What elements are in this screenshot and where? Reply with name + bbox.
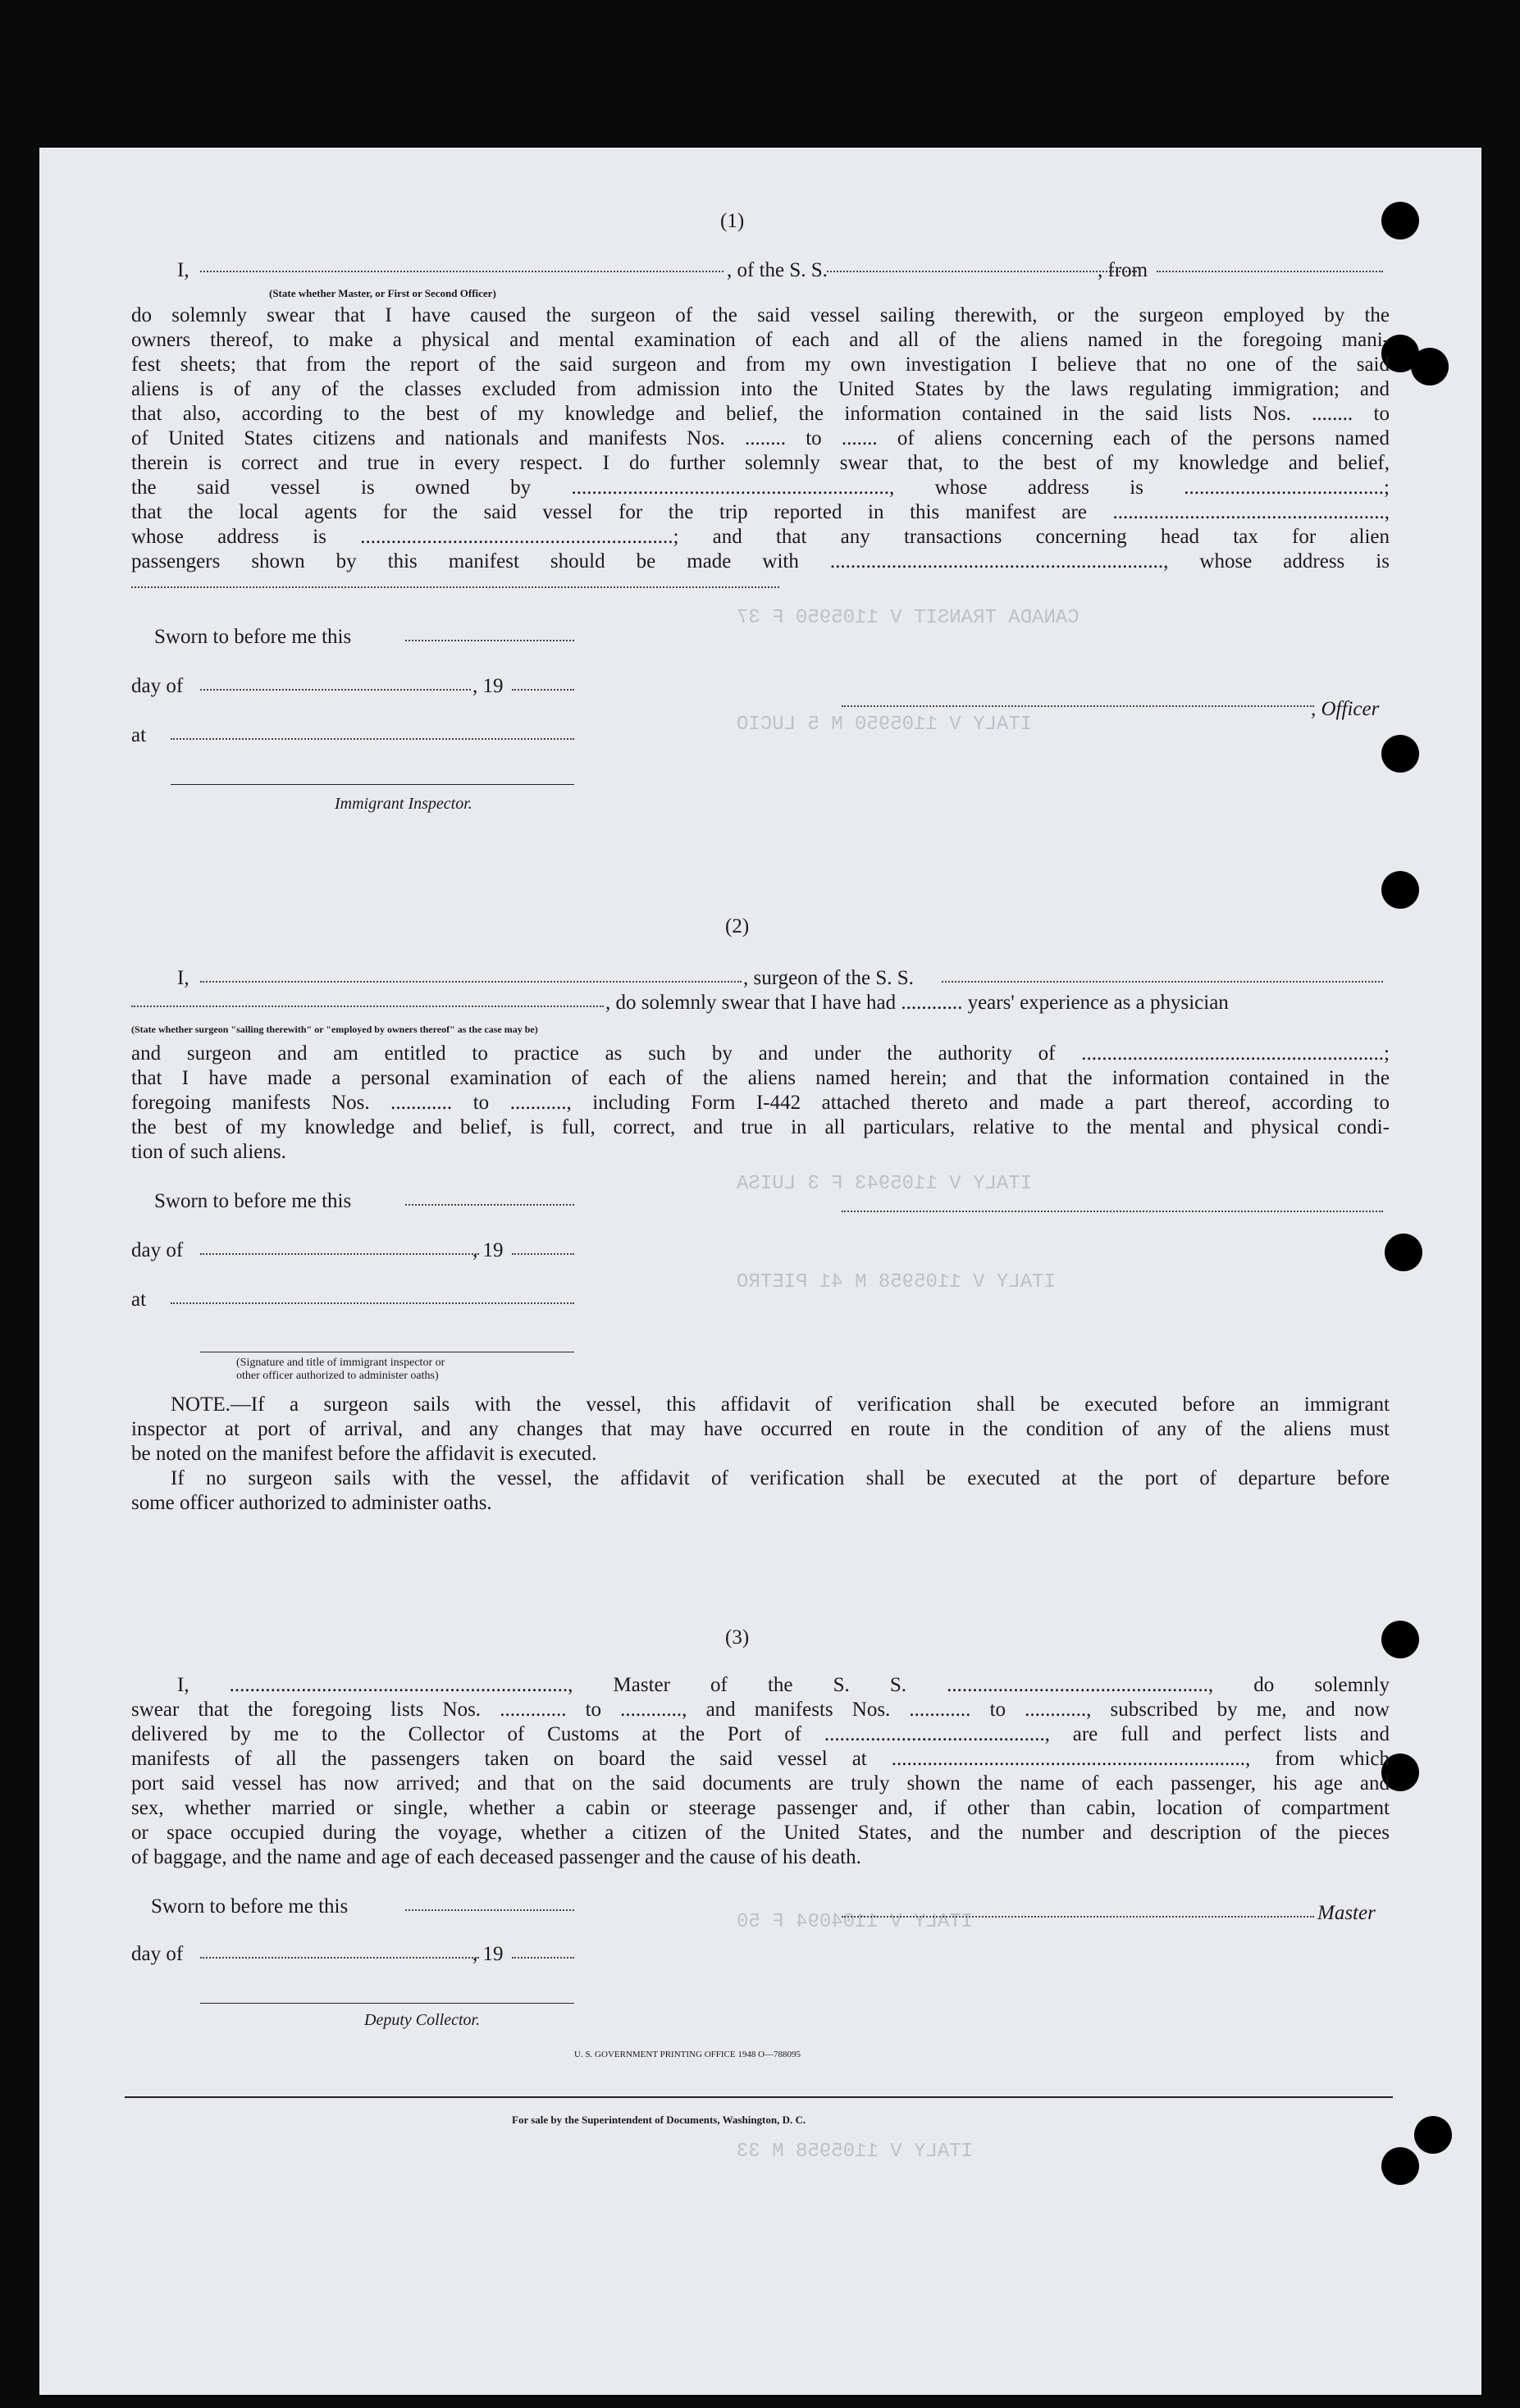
sworn-field xyxy=(405,1204,574,1206)
oath-line: the said vessel is owned by .............................................................., whose address is .......................................; xyxy=(131,477,1390,499)
master-oath-line: manifests of all the passengers taken on board the said vessel at ....................................................................., from which xyxy=(131,1748,1390,1770)
signature-note: other officer authorized to administer oaths) xyxy=(236,1370,439,1382)
punch-hole xyxy=(1381,1621,1419,1658)
punch-hole xyxy=(1381,2147,1419,2185)
year-label: , 19 xyxy=(472,1239,504,1261)
note-line: NOTE.—If a surgeon sails with the vessel, this affidavit of verification shall be executed before an immigrant xyxy=(171,1393,1390,1416)
punch-hole xyxy=(1381,202,1419,239)
from-label: , from xyxy=(1098,259,1148,281)
collector-signature-line xyxy=(200,2003,574,2004)
year-field xyxy=(512,1957,574,1959)
oath-line: therein is correct and true in every respect. I do further solemnly swear that, to the best of my knowledge and belief, xyxy=(131,452,1390,474)
master-oath-line: of baggage, and the name and age of each deceased passenger and the cause of his death. xyxy=(131,1846,861,1868)
page-number: (1) xyxy=(720,210,745,232)
inspector-signature-line xyxy=(171,784,574,785)
affiant-label: I, xyxy=(177,259,189,281)
affiant-field xyxy=(200,271,723,272)
footer-rule xyxy=(125,2096,1393,2098)
note-line: some officer authorized to administer oaths. xyxy=(131,1492,492,1514)
surgeon-oath-line: foregoing manifests Nos. ............ to ..........., including Form I-442 attached thereto and made a part thereof, according to xyxy=(131,1092,1390,1114)
day-field xyxy=(200,1957,479,1959)
master-oath-line: I, .................................................................., Master of the S. S. ..................................................., do solemnly xyxy=(177,1674,1390,1696)
vessel-field xyxy=(827,271,1137,272)
day-field xyxy=(200,1253,479,1255)
section-number: (2) xyxy=(725,915,750,937)
surgeon-oath-line: and surgeon and am entitled to practice as such by and under the authority of ...........................................................; xyxy=(131,1042,1390,1065)
oath-line: fest sheets; that from the report of the said surgeon and from my own investigation I believe that no one of the said xyxy=(131,353,1390,376)
sworn-label: Sworn to before me this xyxy=(151,1895,349,1918)
oath-line: do solemnly swear that I have caused the surgeon of the said vessel sailing therewith, or the surgeon employed by the xyxy=(131,304,1390,326)
day-field xyxy=(200,689,471,691)
surgeon-oath-line: tion of such aliens. xyxy=(131,1141,286,1163)
day-of-label: day of xyxy=(131,675,184,697)
manifest-page xyxy=(39,148,1481,2395)
deputy-label: Deputy Collector. xyxy=(364,2011,481,2029)
master-oath-line: delivered by me to the Collector of Customs at the Port of ..........................................., are full and perfect lists and xyxy=(131,1723,1390,1745)
at-label: at xyxy=(131,1288,147,1311)
for-sale-note: For sale by the Superintendent of Documents, Washington, D. C. xyxy=(512,2114,806,2126)
bleed-through-text: CANADA TRANSIT V 1105950 F 37 xyxy=(737,607,1080,629)
bleed-through-text: ITALY V 1105943 F 3 LUISA xyxy=(737,1173,1033,1195)
role-note: (State whether Master, or First or Second Officer) xyxy=(269,287,496,299)
signature-note: (Signature and title of immigrant inspector or xyxy=(236,1357,445,1369)
year-field xyxy=(512,689,574,691)
master-oath-line: swear that the foregoing lists Nos. ............. to ............, and manifests Nos. ............ to ............, subscribed by me, and now xyxy=(131,1699,1390,1721)
surgeon-swear-label: , do solemnly swear that I have had ............ years' experience as a physician xyxy=(605,992,1229,1014)
of-the-ss-label: , of the S. S. xyxy=(727,259,828,281)
day-of-label: day of xyxy=(131,1239,184,1261)
bleed-through-text: ITALY V 1105958 M 33 xyxy=(737,2141,974,2163)
year-label: , 19 xyxy=(472,675,504,697)
state-note: (State whether surgeon "sailing therewith" or "employed by owners thereof" as the case may be) xyxy=(131,1024,538,1035)
sworn-field xyxy=(405,1909,574,1911)
oath-line: that also, according to the best of my knowledge and belief, the information contained in the said lists Nos. ........ to xyxy=(131,403,1390,425)
at-field xyxy=(171,1302,574,1304)
day-of-label: day of xyxy=(131,1943,184,1965)
note-line: be noted on the manifest before the affidavit is executed. xyxy=(131,1443,597,1465)
bleed-through-text: ITALY V 1105950 M 5 LUCIO xyxy=(737,714,1033,736)
oath-line: passengers shown by this manifest should be made with ................................................................., whose address is xyxy=(131,550,1390,572)
note-line: inspector at port of arrival, and any changes that may have occurred en route in the condition of any of the aliens must xyxy=(131,1418,1390,1440)
punch-hole xyxy=(1414,2116,1452,2154)
year-label: , 19 xyxy=(472,1943,504,1965)
surgeon-i-label: I, xyxy=(177,967,189,989)
punch-hole xyxy=(1381,735,1419,773)
surgeon-status-field xyxy=(131,1006,604,1007)
oath-line: that the local agents for the said vessel for the trip reported in this manifest are ....................................................., xyxy=(131,501,1390,523)
officer-field xyxy=(842,705,1314,707)
surgeon-oath-line: the best of my knowledge and belief, is full, correct, and true in all particulars, relative to the mental and physical condi- xyxy=(131,1116,1390,1138)
oath-line: whose address is .............................................................; and that any transactions concerning head tax for alien xyxy=(131,526,1390,548)
master-oath-line: port said vessel has now arrived; and that on the said documents are truly shown the name of each passenger, his age and xyxy=(131,1772,1390,1795)
bleed-through-text: ITALY V 1104094 F 50 xyxy=(737,1911,974,1933)
master-oath-line: sex, whether married or single, whether a cabin or steerage passenger and, if other than cabin, location of compartment xyxy=(131,1797,1390,1819)
master-label: Master xyxy=(1317,1902,1376,1924)
officer-label: , Officer xyxy=(1311,698,1380,720)
master-signature-field xyxy=(842,1916,1314,1918)
from-field xyxy=(1157,271,1383,272)
surgeon-of-label: , surgeon of the S. S. xyxy=(743,967,914,989)
punch-hole xyxy=(1411,348,1449,385)
surgeon-oath-line: that I have made a personal examination of each of the aliens named herein; and that the information contained in the xyxy=(131,1067,1390,1089)
punch-hole xyxy=(1381,871,1419,909)
surgeon-vessel-field xyxy=(942,981,1383,983)
year-field xyxy=(512,1253,574,1255)
address-continuation xyxy=(131,586,779,588)
surgeon-signature-field xyxy=(842,1211,1383,1212)
surgeon-name-field xyxy=(200,981,742,983)
master-oath-line: or space occupied during the voyage, whether a citizen of the United States, and the number and description of the pieces xyxy=(131,1822,1390,1844)
section-number: (3) xyxy=(725,1626,750,1649)
sworn-field xyxy=(405,640,574,641)
at-label: at xyxy=(131,724,147,746)
bleed-through-text: ITALY V 1105958 M 41 PIETRO xyxy=(737,1271,1056,1293)
gpo-imprint: U. S. GOVERNMENT PRINTING OFFICE 1948 O—788095 xyxy=(574,2050,801,2059)
note-line: If no surgeon sails with the vessel, the affidavit of verification shall be executed at the port of departure before xyxy=(171,1467,1390,1489)
punch-hole xyxy=(1385,1234,1422,1271)
oath-line: aliens is of any of the classes excluded from admission into the United States by the laws regulating immigration; and xyxy=(131,378,1390,400)
oath-line: of United States citizens and nationals and manifests Nos. ........ to ....... of aliens concerning each of the persons named xyxy=(131,427,1390,449)
sworn-label: Sworn to before me this xyxy=(154,626,352,648)
oath-line: owners thereof, to make a physical and mental examination of each and all of the aliens named in the foregoing mani- xyxy=(131,329,1390,351)
at-field xyxy=(171,738,574,740)
sworn-label: Sworn to before me this xyxy=(154,1190,352,1212)
inspector-label: Immigrant Inspector. xyxy=(335,795,472,813)
